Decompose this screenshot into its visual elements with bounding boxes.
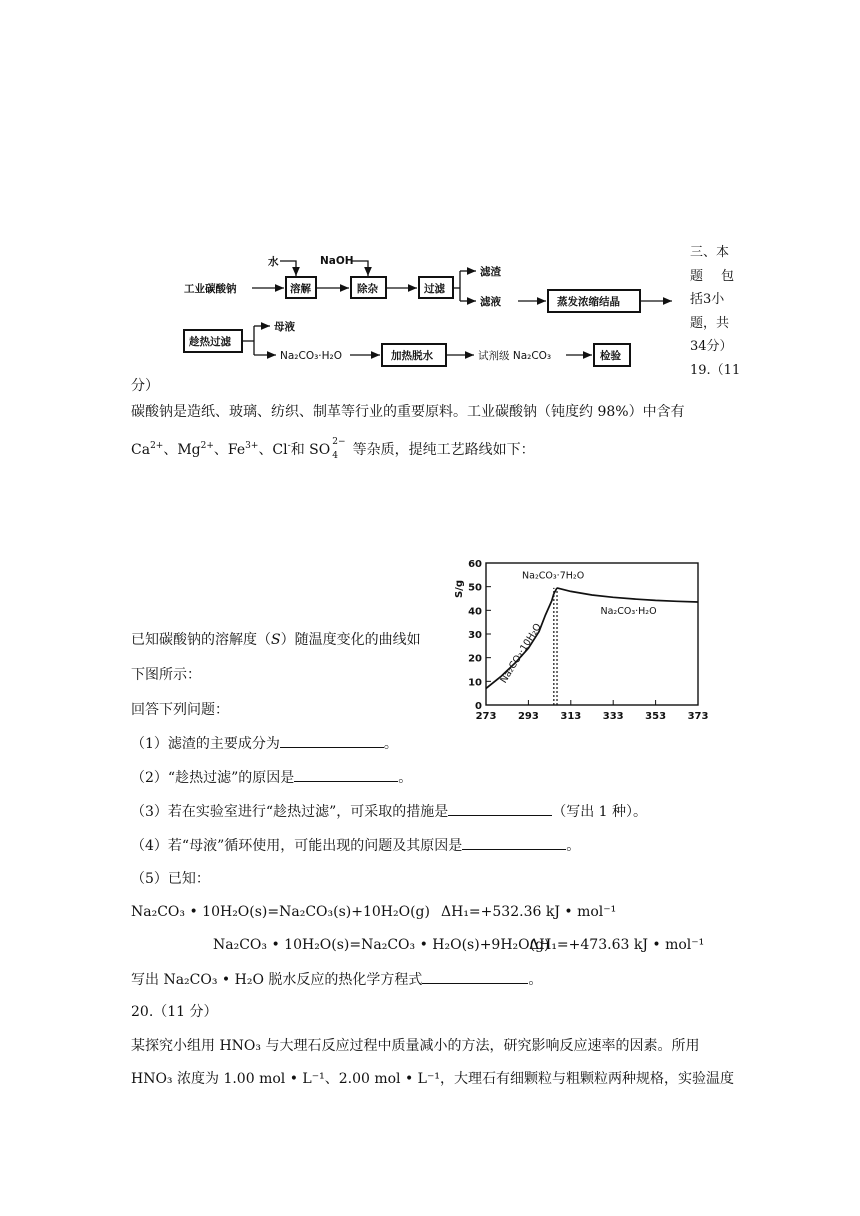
series-label-decahydrate: Na₂CO₃·10H₂O	[498, 621, 544, 686]
flow-water-label: 水	[268, 256, 279, 268]
q20-heading: 20.（11 分）	[131, 1004, 218, 1020]
x-tick-label: 273	[475, 711, 497, 722]
section-line: 题 包	[690, 268, 735, 284]
equation-2-enthalpy: ΔH₁=+473.63 kJ • mol⁻¹	[529, 937, 705, 953]
solubility-text-1: 已知碳酸钠的溶解度（S）随温度变化的曲线如	[131, 632, 421, 648]
question-5: （5）已知：	[131, 871, 210, 887]
question-3: （3）若在实验室进行“趁热过滤”，可采取的措施是 （写出 1 种）。	[131, 801, 647, 822]
flow-residue-label: 滤渣	[480, 266, 501, 278]
section-line: 三、本	[690, 245, 730, 260]
charge: -	[287, 441, 291, 451]
flow-hydrate-label: Na₂CO₃·H₂O	[280, 350, 343, 362]
series-line	[557, 588, 698, 602]
write-equation-prompt: 写出 Na₂CO₃ • H₂O 脱水反应的热化学方程式 。	[131, 969, 542, 990]
question-2: （2）“趁热过滤”的原因是 。	[131, 767, 412, 788]
y-axis-label: S/g	[454, 579, 465, 599]
x-tick-label: 353	[645, 711, 667, 722]
x-tick-label: 333	[602, 711, 624, 722]
flow-reagent-label: 试剂级 Na₂CO₃	[478, 350, 552, 362]
process-flow-diagram	[180, 246, 680, 374]
section-line: 34分）	[690, 339, 733, 354]
charge: 2+	[200, 441, 214, 451]
flow-dissolve-box: 溶解	[290, 283, 311, 295]
section-three-heading	[690, 241, 741, 382]
y-tick-label: 30	[468, 630, 482, 641]
section-line: 19.（11	[690, 362, 741, 378]
y-tick-label: 10	[468, 677, 482, 689]
series-label-monohydrate: Na₂CO₃·H₂O	[600, 605, 657, 617]
y-tick-label: 40	[468, 606, 482, 618]
x-tick-label: 373	[687, 711, 709, 722]
y-tick-label: 60	[468, 559, 482, 570]
flow-naoh-label: NaOH	[320, 255, 354, 267]
q19-score-tail: 分）	[131, 378, 159, 394]
charge: 2+	[150, 441, 164, 451]
x-tick-label: 313	[560, 711, 582, 722]
answer-blank-2[interactable]	[294, 767, 398, 782]
flow-evaporate-box: 蒸发浓缩结晶	[557, 296, 620, 308]
equation-2: Na₂CO₃ • 10H₂O(s)=Na₂CO₃ • H₂O(s)+9H₂O(g)	[213, 937, 550, 953]
solubility-chart	[448, 555, 720, 725]
ion-cl: 、Cl	[258, 442, 288, 458]
intro-tail: 等杂质，提纯工艺路线如下：	[348, 442, 535, 458]
ion-fe: 、Fe	[213, 442, 246, 458]
charge: 3+	[245, 441, 259, 451]
answer-prompt: 回答下列问题：	[131, 702, 229, 718]
solubility-text-2: 下图所示：	[131, 667, 201, 683]
question-4: （4）若“母液”循环使用，可能出现的问题及其原因是 。	[131, 835, 580, 856]
flow-mother-liquor-label: 母液	[274, 321, 295, 333]
x-tick-label: 293	[517, 711, 539, 722]
answer-blank-1[interactable]	[280, 733, 384, 748]
ion-ca: Ca	[131, 442, 151, 458]
ion-mg: 、Mg	[163, 442, 201, 458]
y-tick-label: 0	[475, 701, 482, 712]
series-line	[486, 594, 554, 689]
flow-purify-box: 除杂	[357, 283, 378, 295]
so4-charge: 2− 4	[332, 437, 346, 461]
answer-blank-5[interactable]	[422, 969, 528, 984]
ion-so4: 和 SO	[290, 442, 331, 458]
intro-line-2	[131, 436, 535, 460]
q20-line-2: HNO₃ 浓度为 1.00 mol • L⁻¹、2.00 mol • L⁻¹，大理石有细颗粒与粗颗粒两种规格，实验温度	[131, 1071, 734, 1087]
section-line: 括3小	[690, 292, 725, 307]
flow-filter-box: 过滤	[424, 283, 445, 295]
section-line: 题，共	[690, 315, 730, 331]
answer-blank-3[interactable]	[448, 801, 552, 816]
flow-inspect-box: 检验	[600, 350, 621, 362]
flow-start-label: 工业碳酸钠	[184, 283, 237, 295]
equation-1: Na₂CO₃ • 10H₂O(s)=Na₂CO₃(s)+10H₂O(g)	[131, 904, 430, 920]
y-tick-label: 50	[468, 582, 482, 594]
flow-filtrate-label: 滤液	[480, 296, 501, 308]
flow-hot-filter-box: 趁热过滤	[189, 336, 231, 348]
question-1: （1）滤渣的主要成分为 。	[131, 733, 398, 754]
answer-blank-4[interactable]	[462, 835, 566, 850]
intro-line-1: 碳酸钠是造纸、玻璃、纺织、制革等行业的重要原料。工业碳酸钠（钝度约 98%）中含有	[131, 404, 685, 420]
equation-1-enthalpy: ΔH₁=+532.36 kJ • mol⁻¹	[441, 904, 617, 920]
flow-dehydrate-box: 加热脱水	[391, 350, 433, 362]
q20-line-1: 某探究小组用 HNO₃ 与大理石反应过程中质量减小的方法，研究影响反应速率的因素。所用	[131, 1038, 700, 1054]
plot-frame	[486, 563, 698, 705]
y-tick-label: 20	[468, 653, 482, 665]
series-label-heptahydrate: Na₂CO₃·7H₂O	[522, 570, 585, 582]
